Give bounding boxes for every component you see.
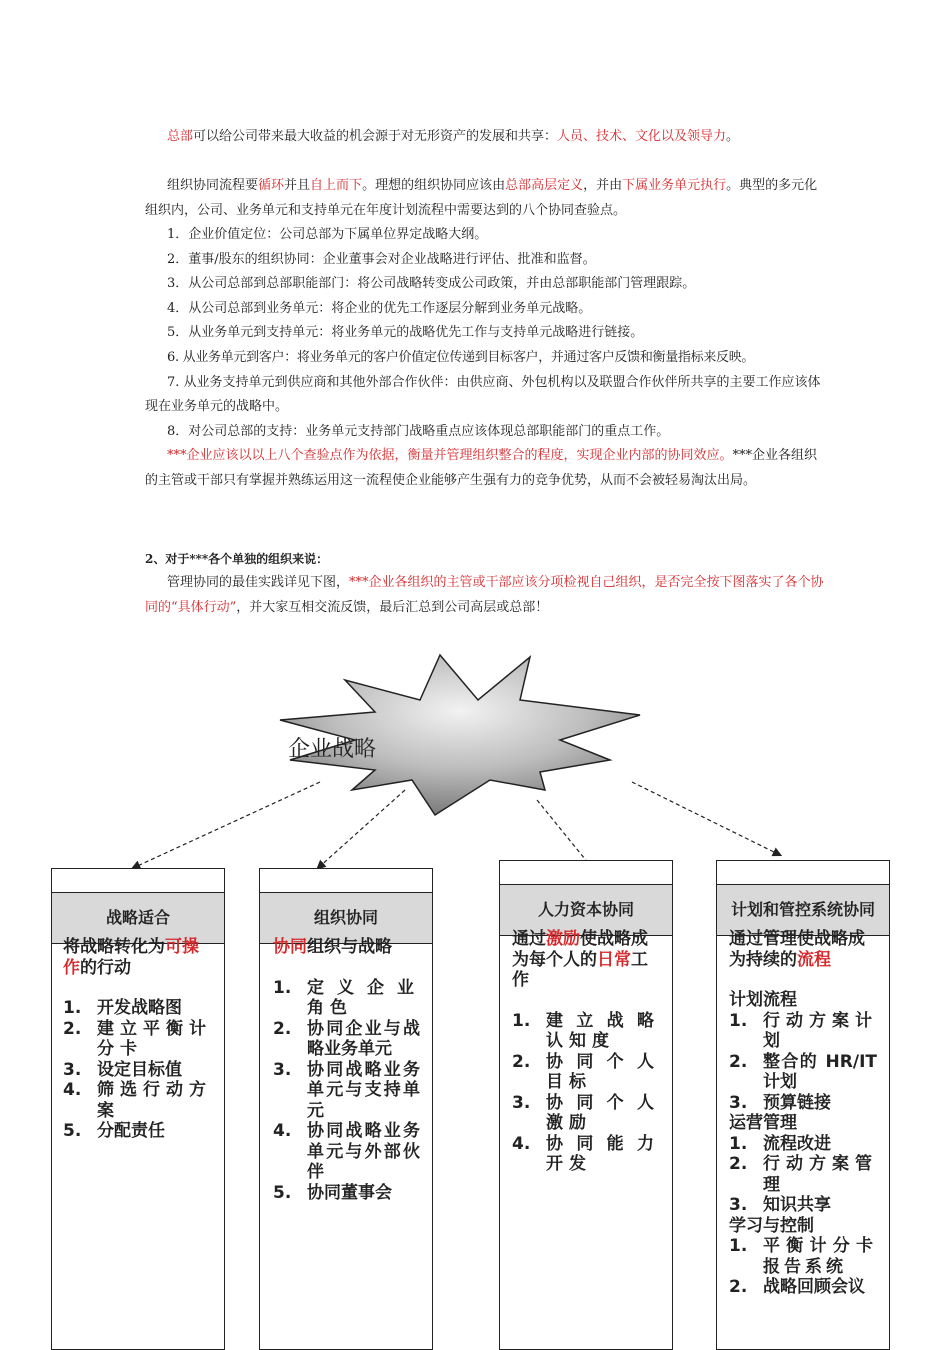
- list-item: [512, 1093, 660, 1134]
- item-number: 1.: [729, 1236, 748, 1256]
- intro-paragraph: [145, 125, 825, 150]
- item-number: 2.: [729, 1154, 748, 1174]
- text: ***企业各组织的主管或干部只有掌握并熟练运用这一流程使企业能够产生强有力的竞争优势，从而不会被轻易淘汰出局。: [145, 448, 818, 488]
- item-text: 协同个人目标: [546, 1051, 660, 1092]
- list-item: [63, 1121, 212, 1142]
- text: ，并由: [583, 178, 623, 193]
- checkpoint-item: 5．从业务单元到支持单元：将业务单元的战略优先工作与支持单元战略进行链接。: [167, 325, 644, 341]
- column-header: 计划和管控系统协同: [716, 884, 890, 936]
- item-text: 设定目标值: [97, 1059, 182, 1080]
- item-text: 流程改进: [763, 1133, 831, 1154]
- item-number: 1.: [273, 977, 292, 998]
- item-number: 3.: [729, 1092, 748, 1113]
- list-item: [273, 1019, 420, 1060]
- text: 将战略转化为: [63, 937, 165, 957]
- checkpoint-item: 4．从公司总部到业务单元：将企业的优先工作逐层分解到业务单元战略。: [167, 300, 592, 316]
- text: 。典型的多元化组织内，公司、业务单元和支持单元在年度计划流程中需要达到的八个协同查验点。: [145, 178, 818, 218]
- arrow-to-strategy-fit: [133, 782, 320, 868]
- item-number: 1.: [512, 1010, 531, 1031]
- red-phrase: 总部: [167, 129, 194, 144]
- text: 通过管理使战略成为持续的: [729, 929, 865, 970]
- list-item: [729, 1093, 877, 1114]
- column-header: 人力资本协同: [499, 884, 673, 936]
- column-intro: [63, 937, 212, 978]
- column-intro: [729, 929, 877, 970]
- item-number: 3.: [512, 1092, 531, 1113]
- list-item: [729, 1154, 877, 1195]
- item-number: 2.: [63, 1018, 82, 1039]
- text: 工作: [512, 949, 648, 990]
- column-intro: [273, 937, 420, 958]
- list-item: [729, 1236, 877, 1277]
- item-number: 1.: [63, 998, 82, 1018]
- item-text: 协同战略业务单元与支持单元: [307, 1059, 420, 1121]
- item-number: 4.: [512, 1133, 531, 1154]
- column-strategy-fit: [51, 868, 225, 1350]
- red-phrase: 激励: [546, 929, 580, 949]
- item-text: 开发战略图: [97, 998, 182, 1018]
- column-body: [512, 929, 660, 1175]
- item-number: 2.: [273, 1018, 292, 1039]
- column-body: [729, 929, 877, 1298]
- list-item: [273, 1183, 420, 1204]
- list-item: [63, 998, 212, 1019]
- checkpoint-item: 7. 从业务支持单元到供应商和其他外部合作伙伴：由供应商、外包机构以及联盟合作伙伴所共享的主要工作应该体现在业务单元的战略中。: [145, 374, 821, 415]
- item-text: 预算链接: [763, 1092, 831, 1113]
- item-text: 战略回顾会议: [763, 1277, 865, 1297]
- text: 使战略成为每个人的: [512, 929, 648, 970]
- item-text: 协同董事会: [307, 1182, 392, 1203]
- text: ，并大家互相交流反馈，最后汇总到公司高层或总部！: [236, 599, 549, 615]
- group-title: 运营管理: [729, 1113, 797, 1133]
- item-text: 整合的 HR/IT 计划: [763, 1051, 877, 1092]
- section-heading: 2、对于***各个单独的组织来说：: [145, 552, 329, 566]
- text: 可以给公司带来最大收益的机会源于对无形资产的发展和共享：: [193, 129, 558, 144]
- red-phrase: 总部高层定义: [505, 178, 584, 193]
- group-title: 学习与控制: [729, 1215, 814, 1236]
- list-item: [729, 1052, 877, 1093]
- item-number: 4.: [273, 1121, 292, 1141]
- item-number: 1.: [729, 1133, 748, 1154]
- checkpoint-item: 8．对公司总部的支持：业务单元支持部门战略重点应该体现总部职能部门的重点工作。: [167, 423, 670, 439]
- group-title: 计划流程: [729, 990, 797, 1010]
- arrow-to-planning-control: [632, 782, 780, 855]
- list-item: [729, 1195, 877, 1216]
- item-number: 3.: [729, 1195, 748, 1215]
- text: 组织协同流程要: [167, 178, 259, 193]
- text: 管理协同的最佳实践详见下图，: [167, 575, 350, 590]
- item-text: 行动方案管理: [763, 1154, 877, 1195]
- red-phrase: 自上而下: [310, 178, 363, 193]
- red-phrase: 下属业务单元执行: [622, 178, 727, 193]
- red-phrase: ***企业各组织的主管或干部应该分项检视自己组织，是否完全按下图落实了各个协同的“具体行动”: [145, 575, 824, 615]
- item-text: 定义企业角色: [307, 977, 420, 1018]
- text: 。理想的组织协同应该由: [362, 178, 506, 193]
- column-body: [273, 937, 420, 1203]
- red-phrase: 循环: [258, 178, 285, 193]
- item-text: 协同战略业务单元与外部伙伴: [307, 1121, 420, 1182]
- item-number: 2.: [512, 1051, 531, 1072]
- list-item: [63, 1060, 212, 1081]
- column-intro: [512, 929, 660, 991]
- red-phrase: 可操作: [63, 937, 199, 978]
- item-text: 协同企业与战略业务单元: [307, 1018, 420, 1059]
- item-text: 协同个人激励: [546, 1092, 660, 1133]
- item-number: 5.: [273, 1182, 292, 1203]
- list-item: [729, 1134, 877, 1155]
- star-label: 企业战略: [288, 737, 377, 762]
- list-item: [63, 1019, 212, 1060]
- item-text: 建立平衡计分卡: [97, 1018, 212, 1059]
- list-item: [729, 1277, 877, 1298]
- item-text: 筛选行动方案: [97, 1080, 212, 1121]
- item-number: 3.: [273, 1059, 292, 1080]
- checkpoint-list: [145, 223, 825, 494]
- section-paragraph: [145, 571, 825, 620]
- text: 。: [726, 129, 740, 144]
- item-text: 行动方案计划: [763, 1010, 877, 1051]
- list-item: [512, 1134, 660, 1175]
- list-item: [512, 1011, 660, 1052]
- red-phrase: 协同: [273, 937, 307, 957]
- red-phrase: 日常: [597, 949, 631, 970]
- list-item: [273, 1121, 420, 1183]
- text: 组织与战略: [307, 937, 392, 957]
- item-text: 知识共享: [763, 1195, 831, 1215]
- item-text: 协同能力开发: [546, 1133, 660, 1174]
- text: 并且: [284, 178, 311, 193]
- checkpoint-item: 1．企业价值定位：公司总部为下属单位界定战略大纲。: [167, 227, 488, 242]
- list-item: [63, 1080, 212, 1121]
- text: 通过: [512, 929, 546, 949]
- item-text: 平衡计分卡报告系统: [763, 1236, 877, 1277]
- item-number: 2.: [729, 1051, 748, 1072]
- column-header: 战略适合: [51, 892, 225, 944]
- process-paragraph: [145, 174, 825, 223]
- column-org-alignment: [259, 868, 433, 1350]
- red-phrase: 流程: [797, 949, 831, 970]
- checkpoint-item: 2．董事/股东的组织协同：企业董事会对企业战略进行评估、批准和监督。: [167, 251, 596, 267]
- checkpoint-item: 6. 从业务单元到客户：将业务单元的客户价值定位传递到目标客户，并通过客户反馈和衡量指标来反映。: [167, 349, 755, 365]
- list-item: [512, 1052, 660, 1093]
- red-phrase: ***企业应该以以上八个查验点作为依据，衡量并管理组织整合的程度，实现企业内部的协同效应。: [167, 448, 733, 464]
- item-number: 1.: [729, 1010, 748, 1031]
- column-human-capital: [499, 860, 673, 1350]
- list-item: [273, 978, 420, 1019]
- column-header: 组织协同: [259, 892, 433, 944]
- item-text: 建立战略认知度: [546, 1010, 660, 1051]
- item-text: 分配责任: [97, 1121, 165, 1141]
- arrow-to-org-alignment: [318, 790, 405, 868]
- list-item: [729, 1011, 877, 1052]
- strategy-diagram-graphics: [0, 640, 950, 880]
- column-planning-control: [716, 860, 890, 1350]
- red-phrase: 人员、技术、文化以及领导力: [557, 129, 727, 144]
- text: 的行动: [80, 957, 131, 978]
- item-number: 2.: [729, 1277, 748, 1297]
- item-number: 5.: [63, 1121, 82, 1141]
- checkpoint-item: 3．从公司总部到总部职能部门：将公司战略转变成公司政策，并由总部职能部门管理跟踪。: [167, 276, 696, 292]
- list-item: [273, 1060, 420, 1122]
- item-number: 3.: [63, 1059, 82, 1080]
- column-body: [63, 937, 212, 1142]
- conclusion-paragraph: [145, 444, 825, 493]
- item-number: 4.: [63, 1080, 82, 1100]
